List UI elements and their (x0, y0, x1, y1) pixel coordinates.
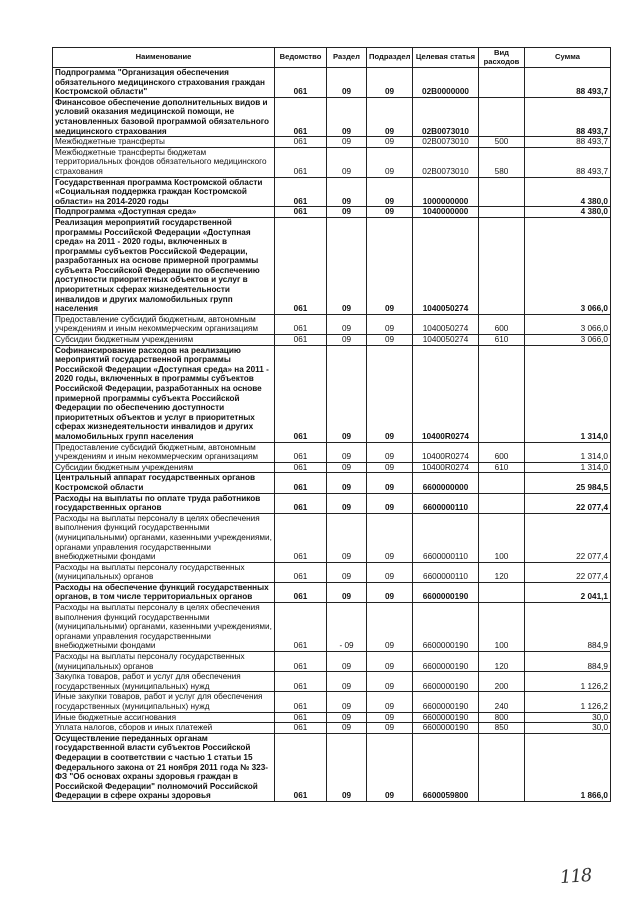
cell-vid-rashodov (479, 217, 525, 314)
cell-razdel: 09 (327, 652, 367, 672)
table-row (53, 345, 611, 442)
cell-summa: 884,9 (525, 603, 611, 652)
cell-vid-rashodov: 240 (479, 692, 525, 712)
cell-razdel: 09 (327, 68, 367, 98)
cell-razdel: 09 (327, 582, 367, 602)
cell-podrazdel: 09 (367, 68, 413, 98)
table-body (53, 68, 611, 802)
cell-celevaya-statya: 02B0073010 (413, 97, 479, 136)
cell-vedomstvo: 061 (275, 462, 327, 473)
cell-podrazdel: 09 (367, 314, 413, 334)
cell-vedomstvo: 061 (275, 562, 327, 582)
cell-summa: 1 866,0 (525, 733, 611, 801)
cell-podrazdel: 09 (367, 733, 413, 801)
header-celevaya: Целевая статья (413, 48, 479, 68)
cell-podrazdel: 09 (367, 652, 413, 672)
page-number: 118 (559, 864, 593, 889)
cell-celevaya-statya: 10400R0274 (413, 462, 479, 473)
cell-vedomstvo: 061 (275, 723, 327, 734)
table-row (53, 733, 611, 801)
table-row (53, 68, 611, 98)
table-row (53, 652, 611, 672)
cell-podrazdel: 09 (367, 513, 413, 562)
cell-vedomstvo: 061 (275, 493, 327, 513)
cell-podrazdel: 09 (367, 217, 413, 314)
cell-name: Иные бюджетные ассигнования (53, 712, 275, 723)
cell-celevaya-statya: 6600000110 (413, 493, 479, 513)
cell-celevaya-statya: 6600000190 (413, 582, 479, 602)
cell-razdel: 09 (327, 692, 367, 712)
cell-name: Предоставление субсидий бюджетным, автономным учреждениям и иным некоммерческим организациям (53, 442, 275, 462)
cell-name: Реализация мероприятий государственной программы Российской Федерации «Доступная среда» на 2011 - 2020 годы, включенных в программы субъектов Российской Федерации, разработанных на основе примерной программы субъекта Российской Федерации по обеспечению доступности приоритетных объектов и услуг в приоритетных сферах жизнедеятельности инвалидов и других маломобильных групп населения (53, 217, 275, 314)
cell-vid-rashodov: 600 (479, 314, 525, 334)
cell-vedomstvo: 061 (275, 345, 327, 442)
cell-summa: 2 041,1 (525, 582, 611, 602)
cell-name: Софинансирование расходов на реализацию мероприятий государственной программы Российской Федерации «Доступная среда» на 2011 - 2020 годы, включенных в программы субъектов Российской Федерации, разработанных на основе примерной программы субъекта Российской Федерации по обеспечению доступности приоритетных объектов и услуг в приоритетных сферах жизнедеятельности инвалидов и других маломобильных групп населения (53, 345, 275, 442)
cell-summa: 88 493,7 (525, 97, 611, 136)
cell-vid-rashodov (479, 97, 525, 136)
cell-name: Расходы на выплаты по оплате труда работников государственных органов (53, 493, 275, 513)
cell-vedomstvo: 061 (275, 692, 327, 712)
cell-vid-rashodov: 120 (479, 562, 525, 582)
cell-razdel: - 09 (327, 603, 367, 652)
cell-podrazdel: 09 (367, 723, 413, 734)
cell-name: Подпрограмма «Доступная среда» (53, 207, 275, 218)
cell-podrazdel: 09 (367, 712, 413, 723)
cell-summa: 88 493,7 (525, 137, 611, 148)
cell-vid-rashodov (479, 473, 525, 493)
cell-razdel: 09 (327, 712, 367, 723)
table-row (53, 672, 611, 692)
cell-summa: 3 066,0 (525, 314, 611, 334)
cell-vedomstvo: 061 (275, 672, 327, 692)
cell-vedomstvo: 061 (275, 652, 327, 672)
table-row (53, 562, 611, 582)
cell-name: Подпрограмма "Организация обеспечения обязательного медицинского страхования граждан Костромской области" (53, 68, 275, 98)
cell-podrazdel: 09 (367, 493, 413, 513)
cell-celevaya-statya: 6600059800 (413, 733, 479, 801)
cell-razdel: 09 (327, 513, 367, 562)
table-row (53, 513, 611, 562)
cell-podrazdel: 09 (367, 137, 413, 148)
cell-vedomstvo: 061 (275, 68, 327, 98)
cell-vedomstvo: 061 (275, 207, 327, 218)
cell-name: Финансовое обеспечение дополнительных видов и условий оказания медицинской помощи, не установленных базовой программой обязательного медицинского страхования (53, 97, 275, 136)
cell-celevaya-statya: 6600000000 (413, 473, 479, 493)
cell-vedomstvo: 061 (275, 335, 327, 346)
table-row (53, 473, 611, 493)
cell-vid-rashodov: 200 (479, 672, 525, 692)
cell-vedomstvo: 061 (275, 137, 327, 148)
cell-vid-rashodov: 100 (479, 513, 525, 562)
cell-summa: 88 493,7 (525, 68, 611, 98)
cell-razdel: 09 (327, 345, 367, 442)
cell-vid-rashodov (479, 493, 525, 513)
cell-vid-rashodov: 120 (479, 652, 525, 672)
cell-name: Расходы на выплаты персоналу в целях обеспечения выполнения функций государственными (муниципальными) органами, казенными учреждениями, органами управления государственными внебюджетными фондами (53, 513, 275, 562)
table-row (53, 217, 611, 314)
cell-summa: 3 066,0 (525, 217, 611, 314)
cell-celevaya-statya: 02B0073010 (413, 147, 479, 177)
cell-vedomstvo: 061 (275, 442, 327, 462)
cell-podrazdel: 09 (367, 207, 413, 218)
cell-vedomstvo: 061 (275, 147, 327, 177)
table-row (53, 603, 611, 652)
cell-vid-rashodov (479, 207, 525, 218)
cell-razdel: 09 (327, 462, 367, 473)
table-row (53, 177, 611, 207)
table-row (53, 314, 611, 334)
cell-name: Расходы на выплаты персоналу в целях обеспечения выполнения функций государственными (муниципальными) органами, казенными учреждениями, органами управления государственными внебюджетными фондами (53, 603, 275, 652)
cell-vid-rashodov (479, 345, 525, 442)
cell-summa: 30,0 (525, 723, 611, 734)
cell-podrazdel: 09 (367, 442, 413, 462)
cell-summa: 4 380,0 (525, 177, 611, 207)
cell-name: Расходы на выплаты персоналу государственных (муниципальных) органов (53, 562, 275, 582)
cell-name: Закупка товаров, работ и услуг для обеспечения государственных (муниципальных) нужд (53, 672, 275, 692)
table-row (53, 493, 611, 513)
cell-vid-rashodov: 580 (479, 147, 525, 177)
cell-name: Межбюджетные трансферты бюджетам территориальных фондов обязательного медицинского страхования (53, 147, 275, 177)
cell-celevaya-statya: 6600000110 (413, 562, 479, 582)
cell-podrazdel: 09 (367, 562, 413, 582)
header-summa: Сумма (525, 48, 611, 68)
cell-vedomstvo: 061 (275, 712, 327, 723)
cell-name: Субсидии бюджетным учреждениям (53, 335, 275, 346)
table-row (53, 207, 611, 218)
cell-razdel: 09 (327, 733, 367, 801)
cell-name: Уплата налогов, сборов и иных платежей (53, 723, 275, 734)
table-header-row (53, 48, 611, 68)
cell-vedomstvo: 061 (275, 177, 327, 207)
cell-vid-rashodov (479, 177, 525, 207)
cell-vedomstvo: 061 (275, 473, 327, 493)
cell-vedomstvo: 061 (275, 217, 327, 314)
cell-razdel: 09 (327, 97, 367, 136)
cell-podrazdel: 09 (367, 97, 413, 136)
table-row (53, 462, 611, 473)
cell-celevaya-statya: 6600000190 (413, 672, 479, 692)
cell-celevaya-statya: 6600000190 (413, 692, 479, 712)
cell-summa: 1 314,0 (525, 462, 611, 473)
cell-celevaya-statya: 6600000190 (413, 712, 479, 723)
cell-summa: 3 066,0 (525, 335, 611, 346)
cell-vid-rashodov (479, 582, 525, 602)
cell-celevaya-statya: 6600000190 (413, 603, 479, 652)
table-row (53, 712, 611, 723)
cell-vid-rashodov (479, 68, 525, 98)
cell-celevaya-statya: 6600000110 (413, 513, 479, 562)
cell-podrazdel: 09 (367, 603, 413, 652)
cell-razdel: 09 (327, 723, 367, 734)
cell-podrazdel: 09 (367, 582, 413, 602)
cell-vedomstvo: 061 (275, 582, 327, 602)
cell-vedomstvo: 061 (275, 513, 327, 562)
cell-vid-rashodov: 610 (479, 462, 525, 473)
table-row (53, 147, 611, 177)
cell-summa: 4 380,0 (525, 207, 611, 218)
table-row (53, 723, 611, 734)
cell-razdel: 09 (327, 147, 367, 177)
table-row (53, 692, 611, 712)
cell-name: Предоставление субсидий бюджетным, автономным учреждениям и иным некоммерческим организациям (53, 314, 275, 334)
budget-table (52, 47, 611, 802)
cell-vid-rashodov (479, 733, 525, 801)
table-row (53, 335, 611, 346)
cell-razdel: 09 (327, 442, 367, 462)
cell-vid-rashodov: 850 (479, 723, 525, 734)
cell-razdel: 09 (327, 335, 367, 346)
cell-name: Межбюджетные трансферты (53, 137, 275, 148)
cell-summa: 30,0 (525, 712, 611, 723)
cell-summa: 1 126,2 (525, 672, 611, 692)
cell-vid-rashodov: 800 (479, 712, 525, 723)
cell-vid-rashodov: 500 (479, 137, 525, 148)
cell-summa: 884,9 (525, 652, 611, 672)
cell-podrazdel: 09 (367, 692, 413, 712)
cell-celevaya-statya: 1000000000 (413, 177, 479, 207)
cell-celevaya-statya: 02B0073010 (413, 137, 479, 148)
cell-celevaya-statya: 6600000190 (413, 652, 479, 672)
cell-summa: 88 493,7 (525, 147, 611, 177)
header-vid: Вид расходов (479, 48, 525, 68)
cell-summa: 22 077,4 (525, 562, 611, 582)
cell-name: Государственная программа Костромской области «Социальная поддержка граждан Костромской области» на 2014-2020 годы (53, 177, 275, 207)
cell-razdel: 09 (327, 314, 367, 334)
cell-vid-rashodov: 100 (479, 603, 525, 652)
cell-razdel: 09 (327, 217, 367, 314)
cell-summa: 25 984,5 (525, 473, 611, 493)
cell-celevaya-statya: 10400R0274 (413, 345, 479, 442)
cell-summa: 1 314,0 (525, 345, 611, 442)
header-razdel: Раздел (327, 48, 367, 68)
cell-summa: 1 314,0 (525, 442, 611, 462)
cell-razdel: 09 (327, 473, 367, 493)
header-name: Наименование (53, 48, 275, 68)
cell-razdel: 09 (327, 177, 367, 207)
cell-razdel: 09 (327, 207, 367, 218)
header-podrazdel: Подраздел (367, 48, 413, 68)
cell-name: Расходы на обеспечение функций государственных органов, в том числе территориальных органов (53, 582, 275, 602)
cell-name: Осуществление переданных органам государственной власти субъектов Российской Федерации в соответствии с частью 1 статьи 15 Федерального закона от 21 ноября 2011 года № 323-ФЗ "Об основах охраны здоровья граждан в Российской Федерации" полномочий Российской Федерации в сфере охраны здоровья (53, 733, 275, 801)
cell-celevaya-statya: 1040000000 (413, 207, 479, 218)
table-row (53, 97, 611, 136)
cell-podrazdel: 09 (367, 345, 413, 442)
cell-celevaya-statya: 1040050274 (413, 314, 479, 334)
header-vedomstvo: Ведомство (275, 48, 327, 68)
cell-vedomstvo: 061 (275, 314, 327, 334)
cell-celevaya-statya: 1040050274 (413, 335, 479, 346)
cell-vid-rashodov: 610 (479, 335, 525, 346)
cell-summa: 22 077,4 (525, 513, 611, 562)
cell-podrazdel: 09 (367, 672, 413, 692)
cell-celevaya-statya: 10400R0274 (413, 442, 479, 462)
cell-name: Центральный аппарат государственных органов Костромской области (53, 473, 275, 493)
cell-celevaya-statya: 02B0000000 (413, 68, 479, 98)
cell-celevaya-statya: 1040050274 (413, 217, 479, 314)
cell-razdel: 09 (327, 672, 367, 692)
cell-podrazdel: 09 (367, 473, 413, 493)
cell-name: Субсидии бюджетным учреждениям (53, 462, 275, 473)
table-row (53, 442, 611, 462)
cell-celevaya-statya: 6600000190 (413, 723, 479, 734)
table-row (53, 582, 611, 602)
cell-razdel: 09 (327, 137, 367, 148)
cell-podrazdel: 09 (367, 462, 413, 473)
cell-razdel: 09 (327, 562, 367, 582)
cell-podrazdel: 09 (367, 177, 413, 207)
cell-vedomstvo: 061 (275, 97, 327, 136)
cell-razdel: 09 (327, 493, 367, 513)
cell-podrazdel: 09 (367, 335, 413, 346)
cell-name: Иные закупки товаров, работ и услуг для обеспечения государственных (муниципальных) нужд (53, 692, 275, 712)
cell-summa: 22 077,4 (525, 493, 611, 513)
cell-name: Расходы на выплаты персоналу государственных (муниципальных) органов (53, 652, 275, 672)
cell-vedomstvo: 061 (275, 603, 327, 652)
cell-summa: 1 126,2 (525, 692, 611, 712)
cell-podrazdel: 09 (367, 147, 413, 177)
table-row (53, 137, 611, 148)
cell-vedomstvo: 061 (275, 733, 327, 801)
cell-vid-rashodov: 600 (479, 442, 525, 462)
budget-table-sheet (52, 47, 610, 802)
